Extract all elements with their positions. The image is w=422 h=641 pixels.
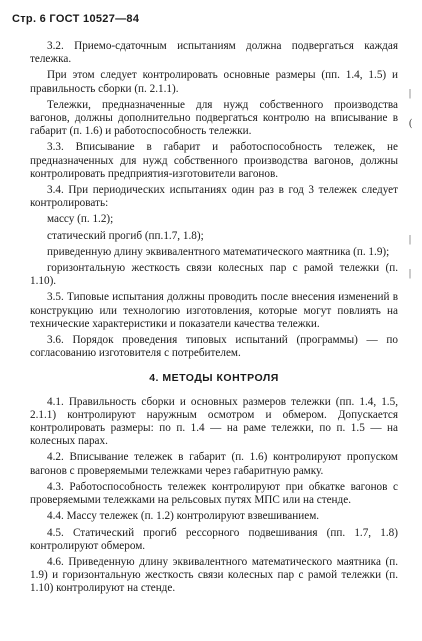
document-body [30,40,398,599]
paragraph-3-6: 3.6. Порядок проведения типовых испытаний (программы) — по согласованию изготовителя с потребителем. [30,334,398,360]
paragraph-4-3: 4.3. Работоспособность тележек контролируют при обкатке вагонов с проверяемыми тележками на рельсовых путях МПС или на стенде. [30,480,398,507]
paragraph-3-4: 3.4. При периодических испытаниях один раз в год 3 тележек следует контролировать: [30,184,398,210]
margin-mark: | [409,234,412,245]
paragraph-3-5: 3.5. Типовые испытания должны проводить после внесения изменений в конструкцию или технологию изготовления, которые могут повлиять на технические характеристики и показатели качества тележки. [30,291,398,330]
page-header: Стр. 6 ГОСТ 10527—84 [12,13,140,25]
paragraph-4-1: 4.1. Правильность сборки и основных размеров тележки (пп. 1.4, 1.5, 2.1.1) контролируют наружным осмотром и обмером. Допускается контролировать размеры: по п. 1.4 — на раме тележки, по п. 1.5 — на колесных парах. [30,395,398,448]
paragraph-3-3: 3.3. Вписывание в габарит и работоспособность тележек, не предназначенных для нужд собственного производства вагонов, должны контролировать предприятия-изготовители вагонов. [30,141,398,180]
section-title: 4. МЕТОДЫ КОНТРОЛЯ [149,372,279,385]
margin-mark: ( [409,118,413,129]
list-item-pendulum-length: приведенную длину эквивалентного математического маятника (п. 1.9); [47,245,390,258]
list-item-horizontal-stiffness: горизонтальную жесткость связи колесных пар с рамой тележки (п. 1.10). [30,262,398,288]
list-item-static-deflection: статический прогиб (пп.1.7, 1.8); [47,229,204,242]
paragraph-4-4: 4.4. Массу тележек (п. 1.2) контролируют взвешиванием. [47,510,320,523]
paragraph-4-2: 4.2. Вписывание тележек в габарит (п. 1.6) контролируют пропуском вагонов с проверяемыми тележками через габаритную рамку. [30,451,398,477]
list-item-mass: массу (п. 1.2); [47,213,114,226]
paragraph-3-2-bogies: Тележки, предназначенные для нужд собственного производства вагонов, должны дополнительно подвергаться контролю на вписывание в габарит (п. 1.6) и работоспособность тележки. [30,98,398,138]
paragraph-3-2: 3.2. Приемо-сдаточным испытаниям должна подвергаться каждая тележка. [30,40,398,66]
margin-mark: | [409,88,412,99]
margin-mark: | [409,268,412,279]
paragraph-3-2-control: При этом следует контролировать основные размеры (пп. 1.4, 1.5) и правильность сборки (п. 2.1.1). [30,69,398,95]
paragraph-4-5: 4.5. Статический прогиб рессорного подвешивания (пп. 1.7, 1.8) контролируют обмером. [30,526,398,552]
paragraph-4-6: 4.6. Приведенную длину эквивалентного математического маятника (п. 1.9) и горизонтальную жесткость связи колесных пар с рамой тележки (п. 1.10) контролируют на стенде. [30,555,398,595]
